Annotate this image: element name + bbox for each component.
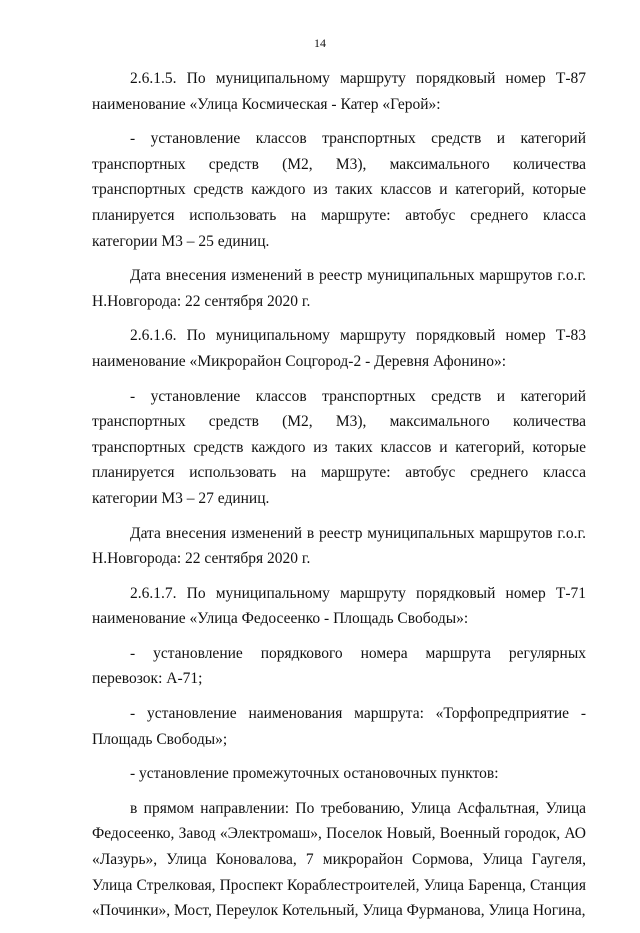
paragraph-intermediate-stops: - установление промежуточных остановочных пунктов:	[130, 765, 499, 783]
paragraph-vehicle-classes-t87: - установление классов транспортных средств и категорий транспортных средств (М2, М3), максимального количества транспортных средств каждого из таких классов и категорий, которые планируется использовать на маршруте: автобус среднего класса категории М3 – 25 единиц.	[92, 130, 586, 250]
paragraph-forward-direction: в прямом направлении: По требованию, Улица Асфальтная, Улица Федосеенко, Завод «Электромаш», Поселок Новый, Военный городок, АО «Лазурь», Улица Коновалова, 7 микрорайон Сормова, Улица Гаугеля, Улица Стрелковая, Проспект Кораблестроителей, Улица Баренца, Станция «Починки», Мост, Переулок Котельный, Улица Фурманова, Улица Ногина,	[92, 799, 586, 920]
paragraph-route-number: - установление порядкового номера маршрута регулярных перевозок: А-71;	[92, 644, 586, 688]
paragraph-vehicle-classes-t83: - установление классов транспортных средств и категорий транспортных средств (М2, М3), максимального количества транспортных средств каждого из таких классов и категорий, которые планируется использовать на маршруте: автобус среднего класса категории М3 – 27 единиц.	[92, 387, 586, 507]
paragraph-registry-date-t83: Дата внесения изменений в реестр муниципальных маршрутов г.о.г. Н.Новгорода: 22 сентября 2020 г.	[92, 524, 586, 568]
paragraph-section-2-6-1-6: 2.6.1.6. По муниципальному маршруту порядковый номер Т-83 наименование «Микрорайон Соцгород-2 - Деревня Афонино»:	[92, 327, 586, 370]
document-body	[92, 66, 586, 933]
paragraph-registry-date-t87: Дата внесения изменений в реестр муниципальных маршрутов г.о.г. Н.Новгорода: 22 сентября 2020 г.	[92, 267, 586, 310]
paragraph-route-name: - установление наименования маршрута: «Торфопредприятие - Площадь Свободы»;	[92, 705, 586, 748]
paragraph-section-2-6-1-7: 2.6.1.7. По муниципальному маршруту порядковый номер Т-71 наименование «Улица Федосеенко - Площадь Свободы»:	[92, 584, 586, 628]
paragraph-section-2-6-1-5: 2.6.1.5. По муниципальному маршруту порядковый номер Т-87 наименование «Улица Космическая - Катер «Герой»:	[92, 70, 586, 113]
page-number: 14	[314, 36, 326, 50]
